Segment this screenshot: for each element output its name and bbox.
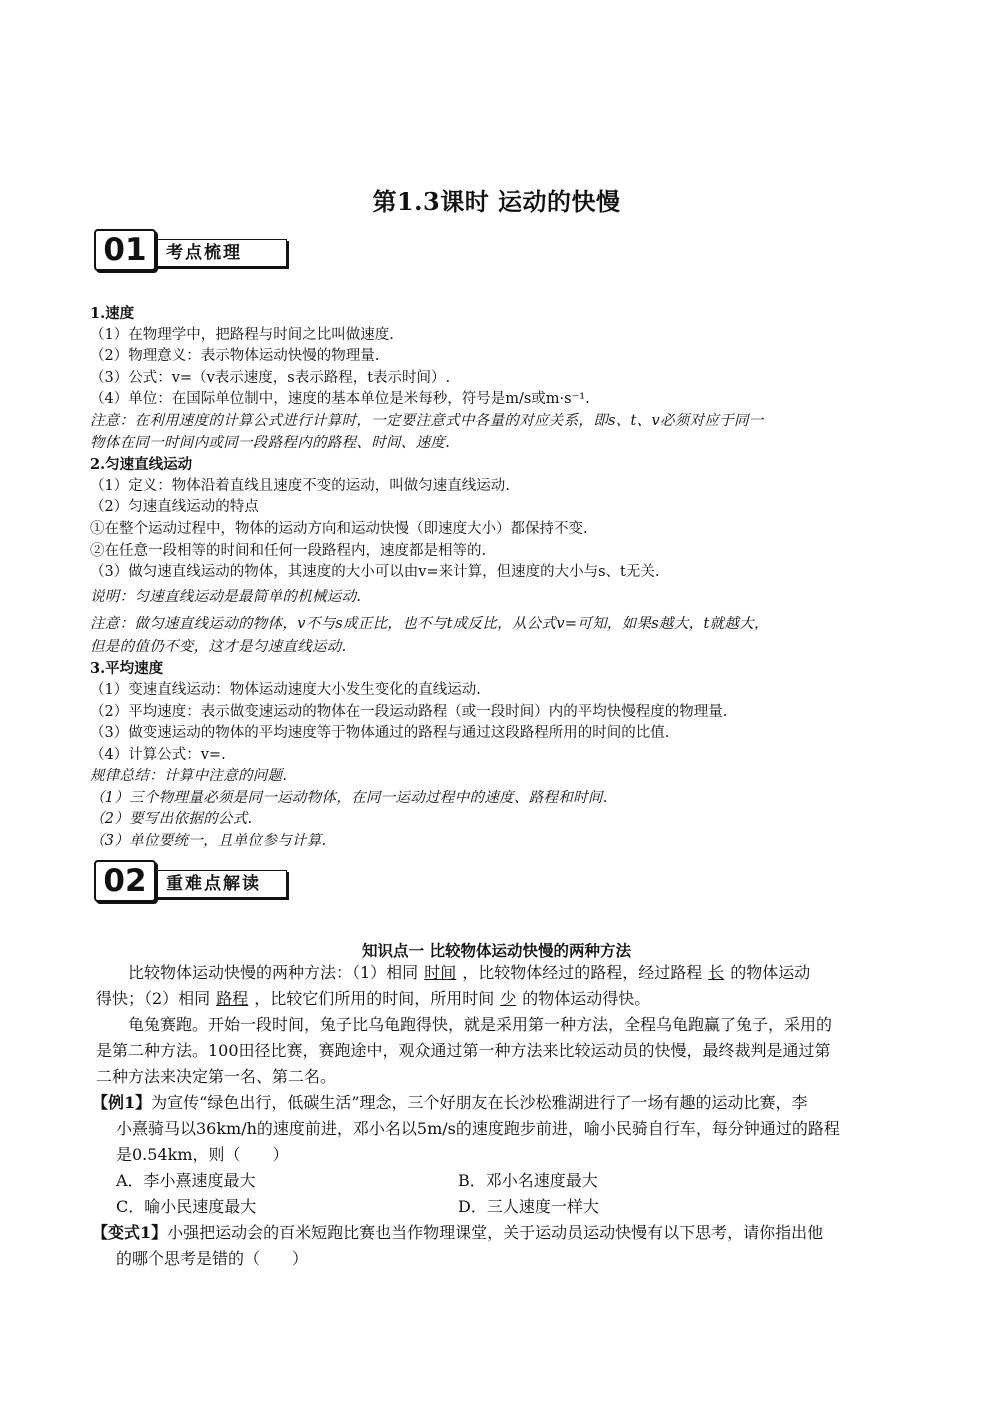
text-line: （2）平均速度：表示做变速运动的物体在一段运动路程（或一段时间）内的平均快慢程度的物理量. (90, 703, 728, 720)
example-1-options (96, 1168, 916, 1194)
text-line: （2）匀速直线运动的特点 (90, 499, 259, 516)
variant-1-line: 的哪个思考是错的（ ） (116, 1249, 309, 1268)
text-line: （4）单位：在国际单位制中，速度的基本单位是米每秒，符号是m/s或m·s⁻¹. (90, 391, 590, 408)
example-tag: 【例1】 (92, 1093, 152, 1112)
text: ，比较它们所用的时间，所用时间 (254, 989, 495, 1008)
option-d: D．三人速度一样大 (458, 1197, 599, 1216)
paragraph-methods-cont (96, 986, 916, 1012)
section-label: 重难点解读 (156, 870, 287, 898)
text: 为宣传“绿色出行，低碳生活”理念，三个好朋友在长沙松雅湖进行了一场有趣的运动比赛，李 (151, 1093, 808, 1112)
variant-tag: 【变式1】 (92, 1223, 168, 1242)
page-title: 第1.3课时 运动的快慢 (372, 187, 621, 216)
section-label: 考点梳理 (156, 239, 287, 267)
note-line: （2）要写出依据的公式. (90, 811, 253, 828)
example-1-line: 是0.54km，则（ ） (116, 1145, 289, 1164)
knowledge-point-title: 知识点一 比较物体运动快慢的两种方法 (362, 941, 631, 960)
note-line: 物体在同一时间内或同一段路程内的路程、时间、速度. (90, 434, 451, 451)
example-1-line (92, 1090, 916, 1116)
option-b: B．邓小名速度最大 (458, 1171, 598, 1190)
text: 得快；（2）相同 (96, 989, 211, 1008)
paragraph-methods (96, 960, 916, 986)
text: 比较物体运动快慢的两种方法：（1）相同 (128, 963, 419, 982)
text: 小强把运动会的百米短跑比赛也当作物理课堂，关于运动员运动快慢有以下思考，请你指出他 (167, 1223, 824, 1242)
text-line: ①在整个运动过程中，物体的运动方向和运动快慢（即速度大小）都保持不变. (90, 520, 588, 537)
section-2-content (92, 960, 916, 1272)
note-line: （1）三个物理量必须是同一运动物体，在同一运动过程中的速度、路程和时间. (90, 789, 608, 806)
note-line: 但是的值仍不变，这才是匀速直线运动. (90, 638, 347, 655)
fill-blank: 长 (708, 963, 725, 982)
heading-speed: 1.速度 (90, 305, 135, 322)
note-line: 注意：做匀速直线运动的物体，v不与s成正比，也不与t成反比，从公式v=可知，如果s越大，t就越大， (90, 615, 769, 632)
section-number: 02 (94, 860, 156, 902)
text-line: （3）公式：v=（v表示速度，s表示路程，t表示时间）. (90, 369, 451, 386)
note-line: （3）单位要统一，且单位参与计算. (90, 833, 327, 850)
heading-average-speed: 3.平均速度 (90, 660, 164, 678)
fill-blank: 时间 (424, 963, 457, 982)
text-line: （1）定义：物体沿着直线且速度不变的运动，叫做匀速直线运动. (90, 477, 510, 494)
paragraph-line: 龟兔赛跑。开始一段时间，兔子比乌龟跑得快，就是采用第一种方法，全程乌龟跑赢了兔子，采用的 (128, 1015, 833, 1034)
note-line: 说明：匀速直线运动是最简单的机械运动. (90, 588, 362, 605)
paragraph-line: 二种方法来决定第一名、第二名。 (96, 1067, 337, 1086)
example-1-line: 小熹骑马以36km/h的速度前进，邓小名以5m/s的速度跑步前进，喻小民骑自行车，每分钟通过的路程 (116, 1119, 840, 1138)
text-line: （3）做匀速直线运动的物体，其速度的大小可以由v=来计算，但速度的大小与s、t无关. (90, 564, 660, 581)
text-line: （1）变速直线运动：物体运动速度大小发生变化的直线运动. (90, 681, 481, 698)
text: ，比较物体经过的路程，经过路程 (462, 963, 703, 982)
text-line: （1）在物理学中，把路程与时间之比叫做速度. (90, 326, 394, 343)
text-line: （3）做变速运动的物体的平均速度等于物体通过的路程与通过这段路程所用的时间的比值. (90, 725, 670, 742)
option-c: C．喻小民速度最大 (116, 1197, 257, 1216)
text: 的物体运动 (730, 963, 811, 982)
paragraph-line: 是第二种方法。100田径比赛，赛跑途中，观众通过第一种方法来比较运动员的快慢，最终裁判是通过第 (96, 1041, 831, 1060)
note-line: 注意：在利用速度的计算公式进行计算时，一定要注意式中各量的对应关系，即s、t、v必须对应于同一 (90, 412, 764, 429)
text-line: ②在任意一段相等的时间和任何一段路程内，速度都是相等的. (90, 542, 487, 559)
variant-1-line (92, 1220, 916, 1246)
text-line: （2）物理意义：表示物体运动快慢的物理量. (90, 348, 380, 365)
option-a: A．李小熹速度最大 (116, 1171, 256, 1190)
text: 的物体运动得快。 (522, 989, 651, 1008)
section-number: 01 (94, 229, 156, 271)
example-1-options (96, 1194, 916, 1220)
text-line: （4）计算公式：v=. (90, 746, 226, 763)
fill-blank: 少 (500, 989, 517, 1008)
heading-uniform-motion: 2.匀速直线运动 (90, 456, 193, 474)
note-line: 规律总结：计算中注意的问题. (90, 768, 288, 785)
section-1-content (90, 303, 920, 853)
fill-blank: 路程 (216, 989, 249, 1008)
